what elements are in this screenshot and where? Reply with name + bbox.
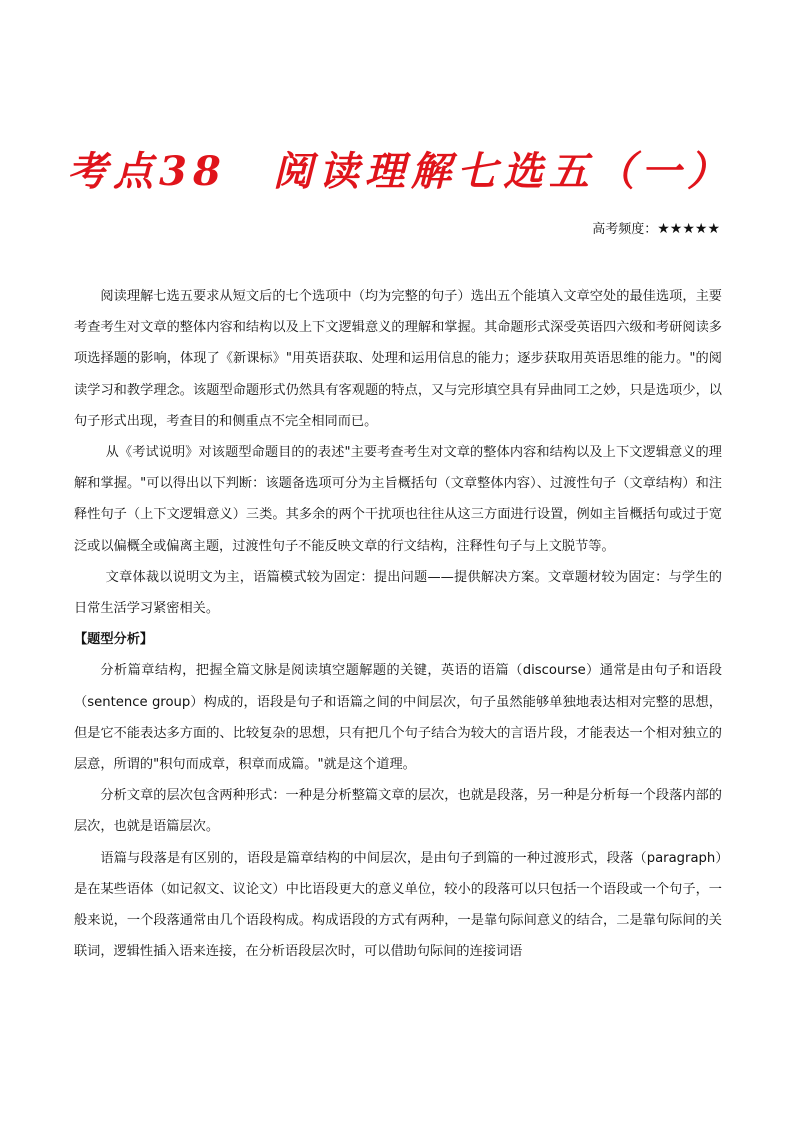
intro-paragraph-1: 阅读理解七选五要求从短文后的七个选项中（均为完整的句子）选出五个能填入文章空处的最佳选项，主要考查考生对文章的整体内容和结构以及上下文逻辑意义的理解和掌握。其命题形式深受英语四六级和考研阅读多项选择题的影响，体现了《新课标》"用英语获取、处理和运用信息的能力；逐步获取用英语思维的能力。"的阅读学习和教学理念。该题型命题形式仍然具有客观题的特点，又与完形填空具有异曲同工之妙，只是选项少，以句子形式出现，考查目的和侧重点不完全相同而已。 [74,289,722,429]
star-rating-icon: ★★★★★ [657,221,720,237]
analysis-paragraph-3: 语篇与段落是有区别的，语段是篇章结构的中间层次，是由句子到篇的一种过渡形式，段落（paragraph）是在某些语体（如记叙文、议论文）中比语段更大的意义单位，较小的段落可以只包括一个语段或一个句子，一般来说，一个段落通常由几个语段构成。构成语段的方式有两种，一是靠句际间意义的结合，二是靠句际间的关联词，逻辑性插入语来连接，在分析语段层次时，可以借助句际间的连接词语 [74,850,722,960]
section-heading: 【题型分析】 [74,632,154,648]
frequency-rating [592,218,720,237]
page-title: 考点38 阅读理解七选五（一） [67,148,733,195]
intro-paragraph-3: 文章体裁以说明文为主，语篇模式较为固定：提出问题——提供解决方案。文章题材较为固定：与学生的日常生活学习紧密相关。 [74,569,722,617]
frequency-label: 高考频度： [592,222,658,237]
analysis-paragraph-1: 分析篇章结构，把握全篇文脉是阅读填空题解题的关键，英语的语篇（discourse）通常是由句子和语段（sentence group）构成的，语段是句子和语篇之间的中间层次，句子虽然能够单独地表达相对完整的思想，但是它不能表达多方面的、比较复杂的思想，只有把几个句子结合为较大的言语片段，才能表达一个相对独立的层意，所谓的"积句而成章，积章而成篇。"就是这个道理。 [74,663,722,773]
intro-paragraph-2: 从《考试说明》对该题型命题目的的表述"主要考查考生对文章的整体内容和结构以及上下文逻辑意义的理解和掌握。"可以得出以下判断：该题备选项可分为主旨概括句（文章整体内容）、过渡性句子（文章结构）和注释性句子（上下文逻辑意义）三类。其多余的两个干扰项也往往从这三方面进行设置，例如主旨概括句或过于宽泛或以偏概全或偏离主题，过渡性句子不能反映文章的行文结构，注释性句子与上文脱节等。 [74,445,722,554]
analysis-paragraph-2: 分析文章的层次包含两种形式：一种是分析整篇文章的层次，也就是段落，另一种是分析每一个段落内部的层次，也就是语篇层次。 [74,788,722,835]
document-body [74,281,722,967]
